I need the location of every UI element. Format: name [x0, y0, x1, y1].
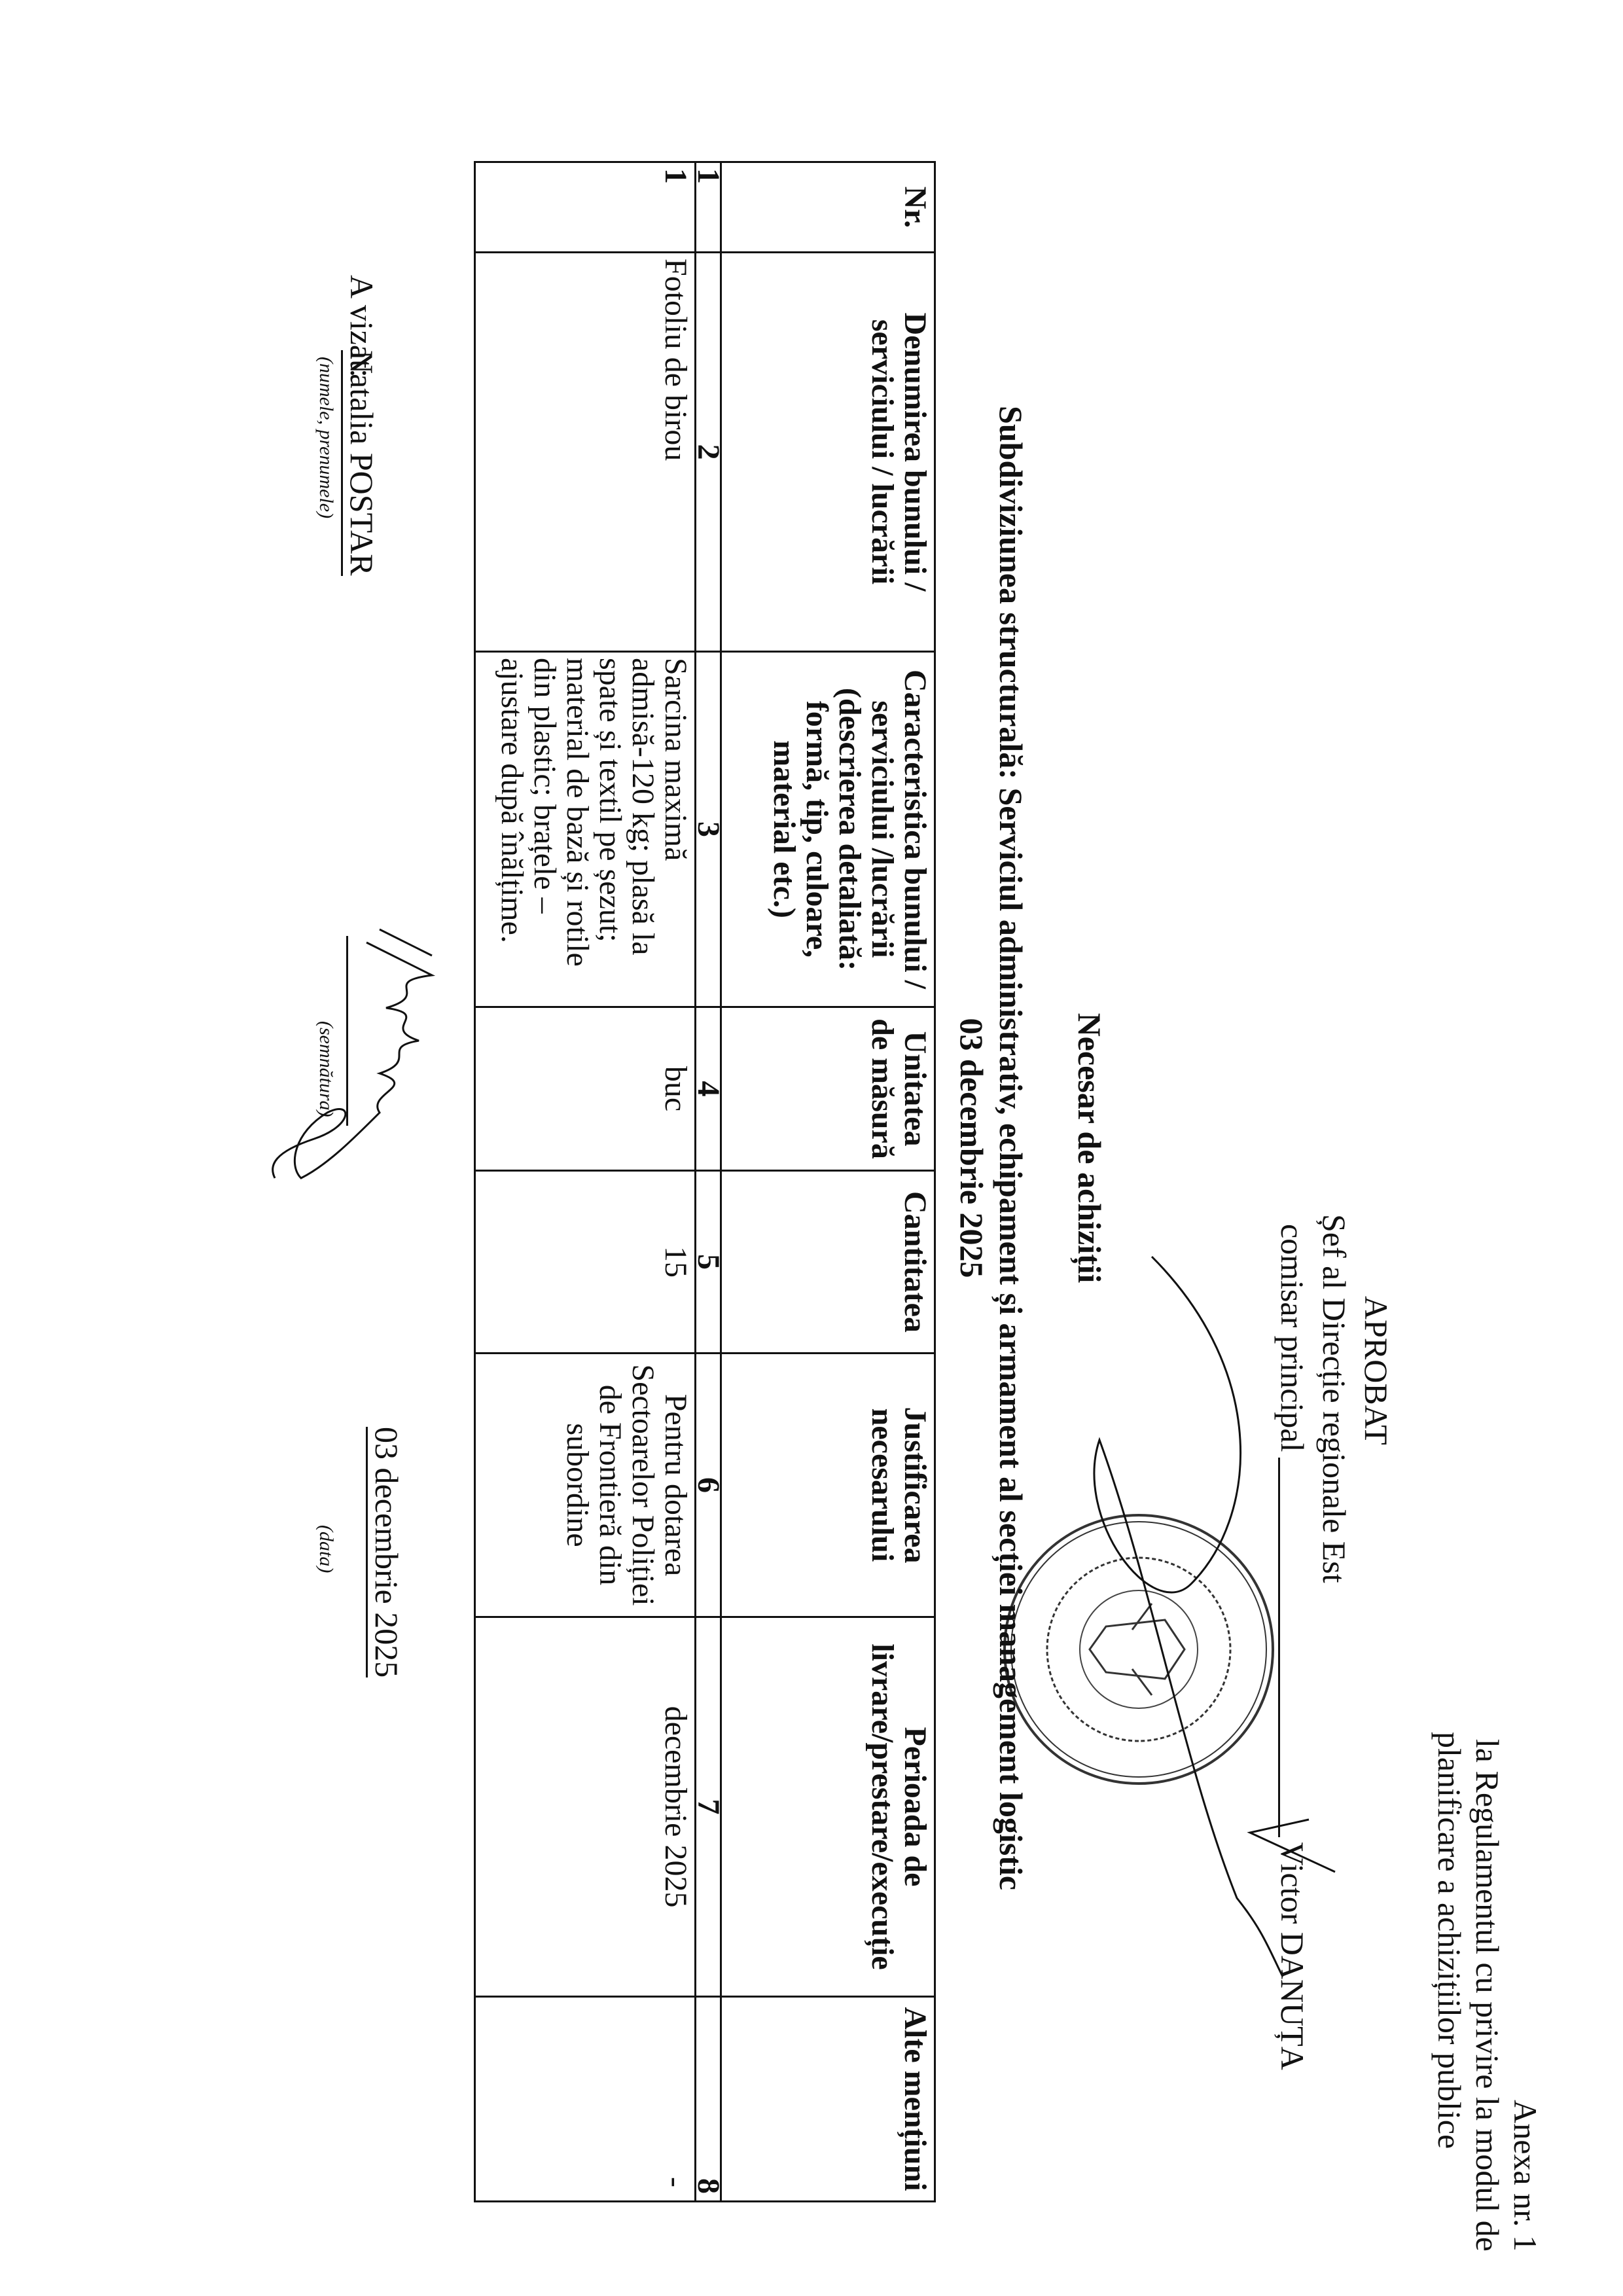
- footer-date: 03 decembrie 2025: [366, 1427, 406, 1677]
- approval-label: APROBAT: [1358, 1296, 1395, 1445]
- header-name: Denumirea bunului / serviciului / lucrării: [721, 253, 935, 652]
- annex-line-3: planificare a achizițiilor publice: [1431, 1732, 1468, 2149]
- cell-period: decembrie 2025: [475, 1617, 696, 1997]
- table-row: [475, 162, 696, 2202]
- header-nr: Nr.: [721, 162, 935, 253]
- header-unit: Unitatea de măsură: [721, 1007, 935, 1171]
- cell-name: Fotoliu de birou: [475, 253, 696, 652]
- header-description: Caracteristica bunului / serviciului /lucrării (descrierea detaliată: formă, tip, culoare, material etc.): [721, 652, 935, 1007]
- header-notes: Alte mențiuni: [721, 1997, 935, 2202]
- column-number: 3: [696, 652, 721, 1007]
- signature-caption: (semnătura): [315, 1021, 337, 1117]
- date-caption: (data): [315, 1525, 337, 1573]
- column-number-row: [696, 162, 721, 2202]
- header-period: Perioada de livrare/prestare/execuție: [721, 1617, 935, 1997]
- header-justification: Justificarea necesarului: [721, 1354, 935, 1617]
- cell-notes: -: [475, 1997, 696, 2202]
- name-caption: (numele, prenumele): [315, 357, 337, 519]
- approval-rank: comisar principal: [1274, 1224, 1311, 1452]
- procurement-table: [474, 161, 936, 2202]
- cell-justification: Pentru dotarea Sectoarelor Poliției de Frontieră din subordine: [475, 1354, 696, 1617]
- header-quantity: Cantitatea: [721, 1171, 935, 1354]
- column-number: 6: [696, 1354, 721, 1617]
- approval-name: Victor DANUȚA: [1274, 1842, 1311, 2070]
- visa-name: Natalia POSTAR: [341, 350, 381, 576]
- visa-signature: [262, 916, 458, 1191]
- visa-label: A vizat:: [344, 275, 380, 378]
- cell-quantity: 15: [475, 1171, 696, 1354]
- subdivision-label: Subdiviziunea structurală:: [993, 406, 1029, 780]
- approval-position: Șef al Direcție regionale Est: [1316, 1214, 1353, 1583]
- column-number: 5: [696, 1171, 721, 1354]
- subdivision-line: [992, 0, 1030, 2296]
- table-header-row: [721, 162, 935, 2202]
- cell-nr: 1: [475, 162, 696, 253]
- column-number: 2: [696, 253, 721, 652]
- column-number: 7: [696, 1617, 721, 1997]
- cell-description: Sarcina maximă admisă-120 kg; plasă la spate și textil pe șezut; material de bază și rotile din plastic; brațele – ajustare după înălțime.: [475, 652, 696, 1007]
- column-number: 4: [696, 1007, 721, 1171]
- cell-unit: buc: [475, 1007, 696, 1171]
- approval-signature: [1008, 1244, 1348, 2029]
- annex-reference: [1431, 1676, 1544, 2251]
- column-number: 1: [696, 162, 721, 253]
- document-date: 03 decembrie 2025: [954, 1018, 990, 1278]
- annex-number: Anexa nr. 1: [1507, 2100, 1544, 2251]
- subdivision-value: Serviciul administrativ, echipament și armament al secției management logistic: [993, 787, 1029, 1890]
- column-number: 8: [696, 1997, 721, 2202]
- annex-line-2: la Regulamentul cu privire la modul de: [1469, 1738, 1506, 2251]
- document-title: Necesar de achiziții: [1071, 1013, 1108, 1283]
